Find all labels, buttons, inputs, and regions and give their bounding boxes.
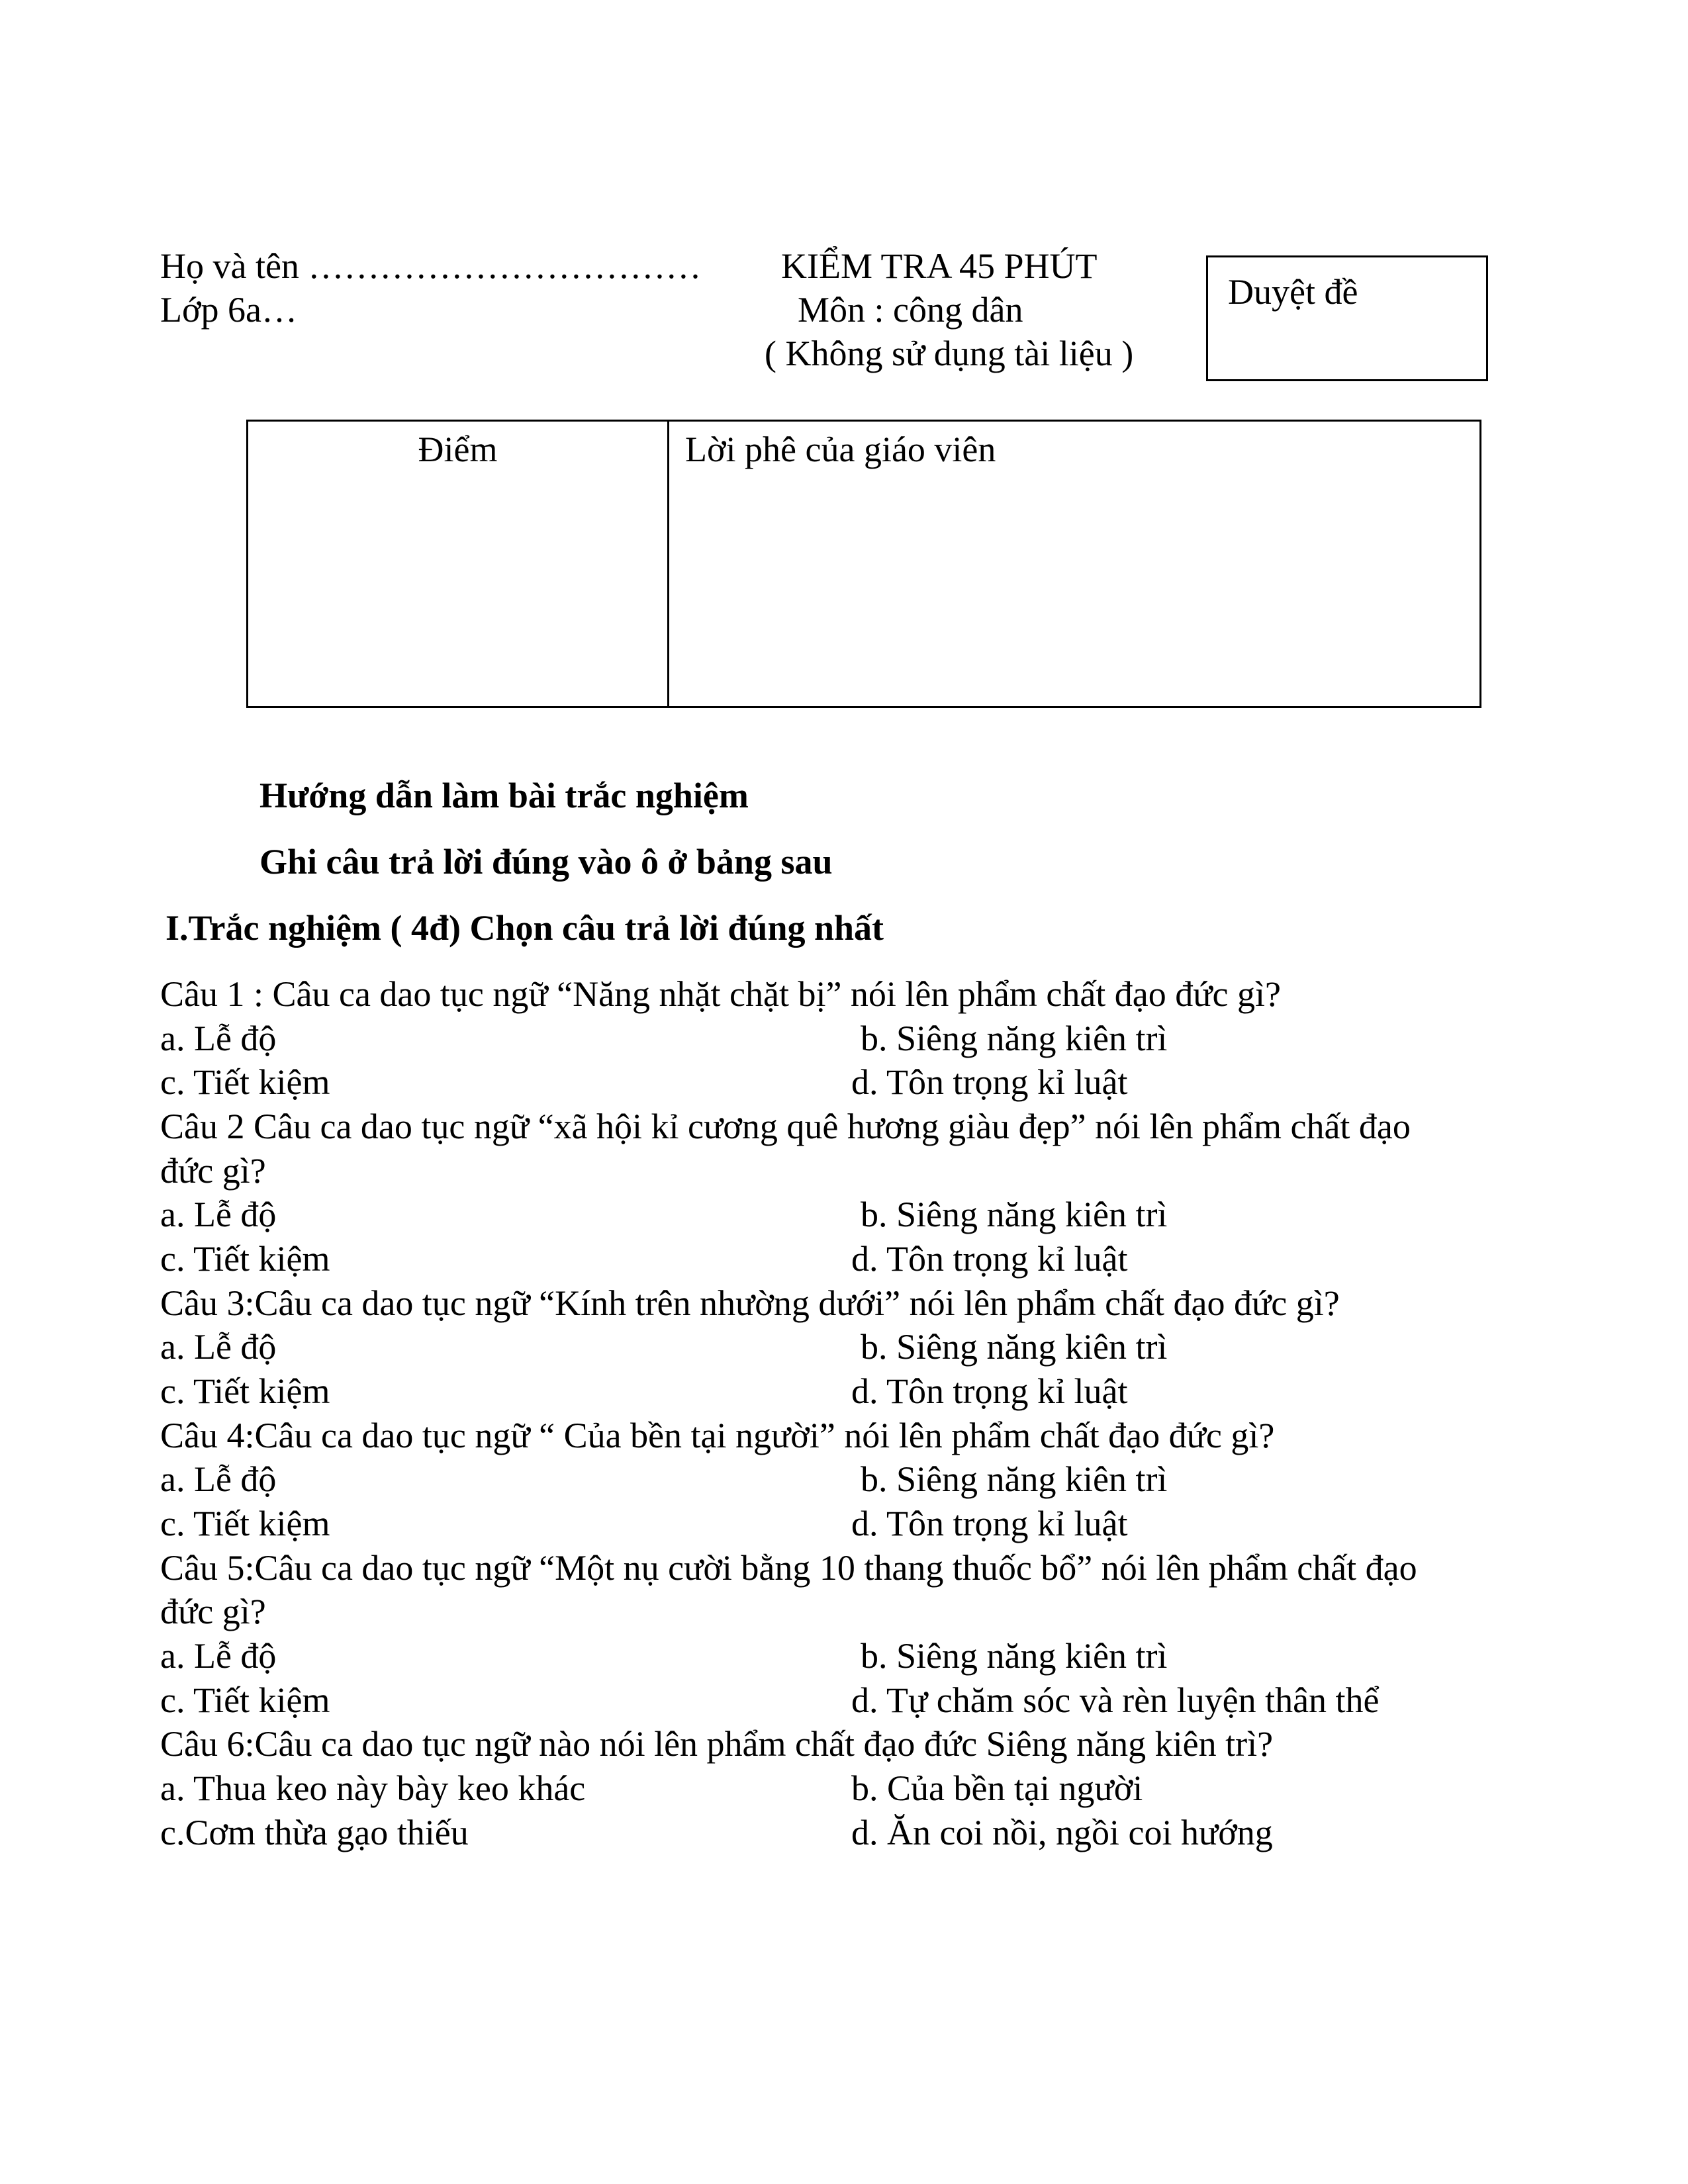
question-4-option-c: c. Tiết kiệm <box>160 1504 330 1543</box>
student-name-line: Họ và tên …………………………… <box>160 246 702 286</box>
question-5-text: Câu 5:Câu ca dao tục ngữ “Một nụ cười bằng 10 thang thuốc bổ” nói lên phẩm chất đạo <box>160 1548 1417 1588</box>
question-2-option-b: b. Siêng năng kiên trì <box>861 1195 1168 1234</box>
question-6-option-c: c.Cơm thừa gạo thiếu <box>160 1813 469 1852</box>
class-line: Lớp 6a… <box>160 290 298 330</box>
question-6-option-d: d. Ăn coi nồi, ngồi coi hướng <box>851 1813 1273 1852</box>
instruction-heading: Hướng dẫn làm bài trắc nghiệm <box>259 776 749 815</box>
question-1-option-d: d. Tôn trọng kỉ luật <box>851 1062 1128 1102</box>
exam-title: KIỂM TRA 45 PHÚT <box>781 246 1098 286</box>
question-6-option-b: b. Của bền tại người <box>851 1768 1143 1808</box>
question-2-option-a: a. Lễ độ <box>160 1195 277 1234</box>
instruction-subheading: Ghi câu trả lời đúng vào ô ở bảng sau <box>259 842 833 882</box>
question-5-text-cont: đức gì? <box>160 1592 266 1631</box>
teacher-remark-label: Lời phê của giáo viên <box>685 430 996 469</box>
approval-box <box>1206 255 1488 381</box>
grade-table <box>246 420 1481 708</box>
question-3-option-a: a. Lễ độ <box>160 1327 277 1367</box>
score-label: Điểm <box>418 430 498 469</box>
question-3-option-d: d. Tôn trọng kỉ luật <box>851 1371 1128 1411</box>
question-4-option-b: b. Siêng năng kiên trì <box>861 1459 1168 1499</box>
question-2-text-cont: đức gì? <box>160 1151 266 1191</box>
question-1-option-b: b. Siêng năng kiên trì <box>861 1019 1168 1058</box>
question-5-option-c: c. Tiết kiệm <box>160 1680 330 1720</box>
question-4-option-d: d. Tôn trọng kỉ luật <box>851 1504 1128 1543</box>
subject-line: Môn : công dân <box>798 290 1023 330</box>
approval-label: Duyệt đề <box>1228 272 1358 312</box>
question-2-option-c: c. Tiết kiệm <box>160 1239 330 1279</box>
question-5-option-d: d. Tự chăm sóc và rèn luyện thân thể <box>851 1680 1380 1720</box>
question-3-text: Câu 3:Câu ca dao tục ngữ “Kính trên nhường dưới” nói lên phẩm chất đạo đức gì? <box>160 1283 1340 1323</box>
question-1-text: Câu 1 : Câu ca dao tục ngữ “Năng nhặt chặt bị” nói lên phẩm chất đạo đức gì? <box>160 974 1281 1014</box>
question-4-option-a: a. Lễ độ <box>160 1459 277 1499</box>
question-2-text: Câu 2 Câu ca dao tục ngữ “xã hội kỉ cương quê hương giàu đẹp” nói lên phẩm chất đạo <box>160 1107 1411 1146</box>
question-4-text: Câu 4:Câu ca dao tục ngữ “ Của bền tại người” nói lên phẩm chất đạo đức gì? <box>160 1416 1275 1455</box>
question-6-option-a: a. Thua keo này bày keo khác <box>160 1768 586 1808</box>
question-1-option-a: a. Lễ độ <box>160 1019 277 1058</box>
question-2-option-d: d. Tôn trọng kỉ luật <box>851 1239 1128 1279</box>
question-5-option-b: b. Siêng năng kiên trì <box>861 1636 1168 1676</box>
question-1-option-c: c. Tiết kiệm <box>160 1062 330 1102</box>
grade-table-divider <box>667 422 669 706</box>
question-5-option-a: a. Lễ độ <box>160 1636 277 1676</box>
question-3-option-b: b. Siêng năng kiên trì <box>861 1327 1168 1367</box>
exam-note: ( Không sử dụng tài liệu ) <box>765 334 1134 373</box>
question-3-option-c: c. Tiết kiệm <box>160 1371 330 1411</box>
question-6-text: Câu 6:Câu ca dao tục ngữ nào nói lên phẩm chất đạo đức Siêng năng kiên trì? <box>160 1724 1274 1764</box>
section-heading: I.Trắc nghiệm ( 4đ) Chọn câu trả lời đúng nhất <box>165 908 884 948</box>
